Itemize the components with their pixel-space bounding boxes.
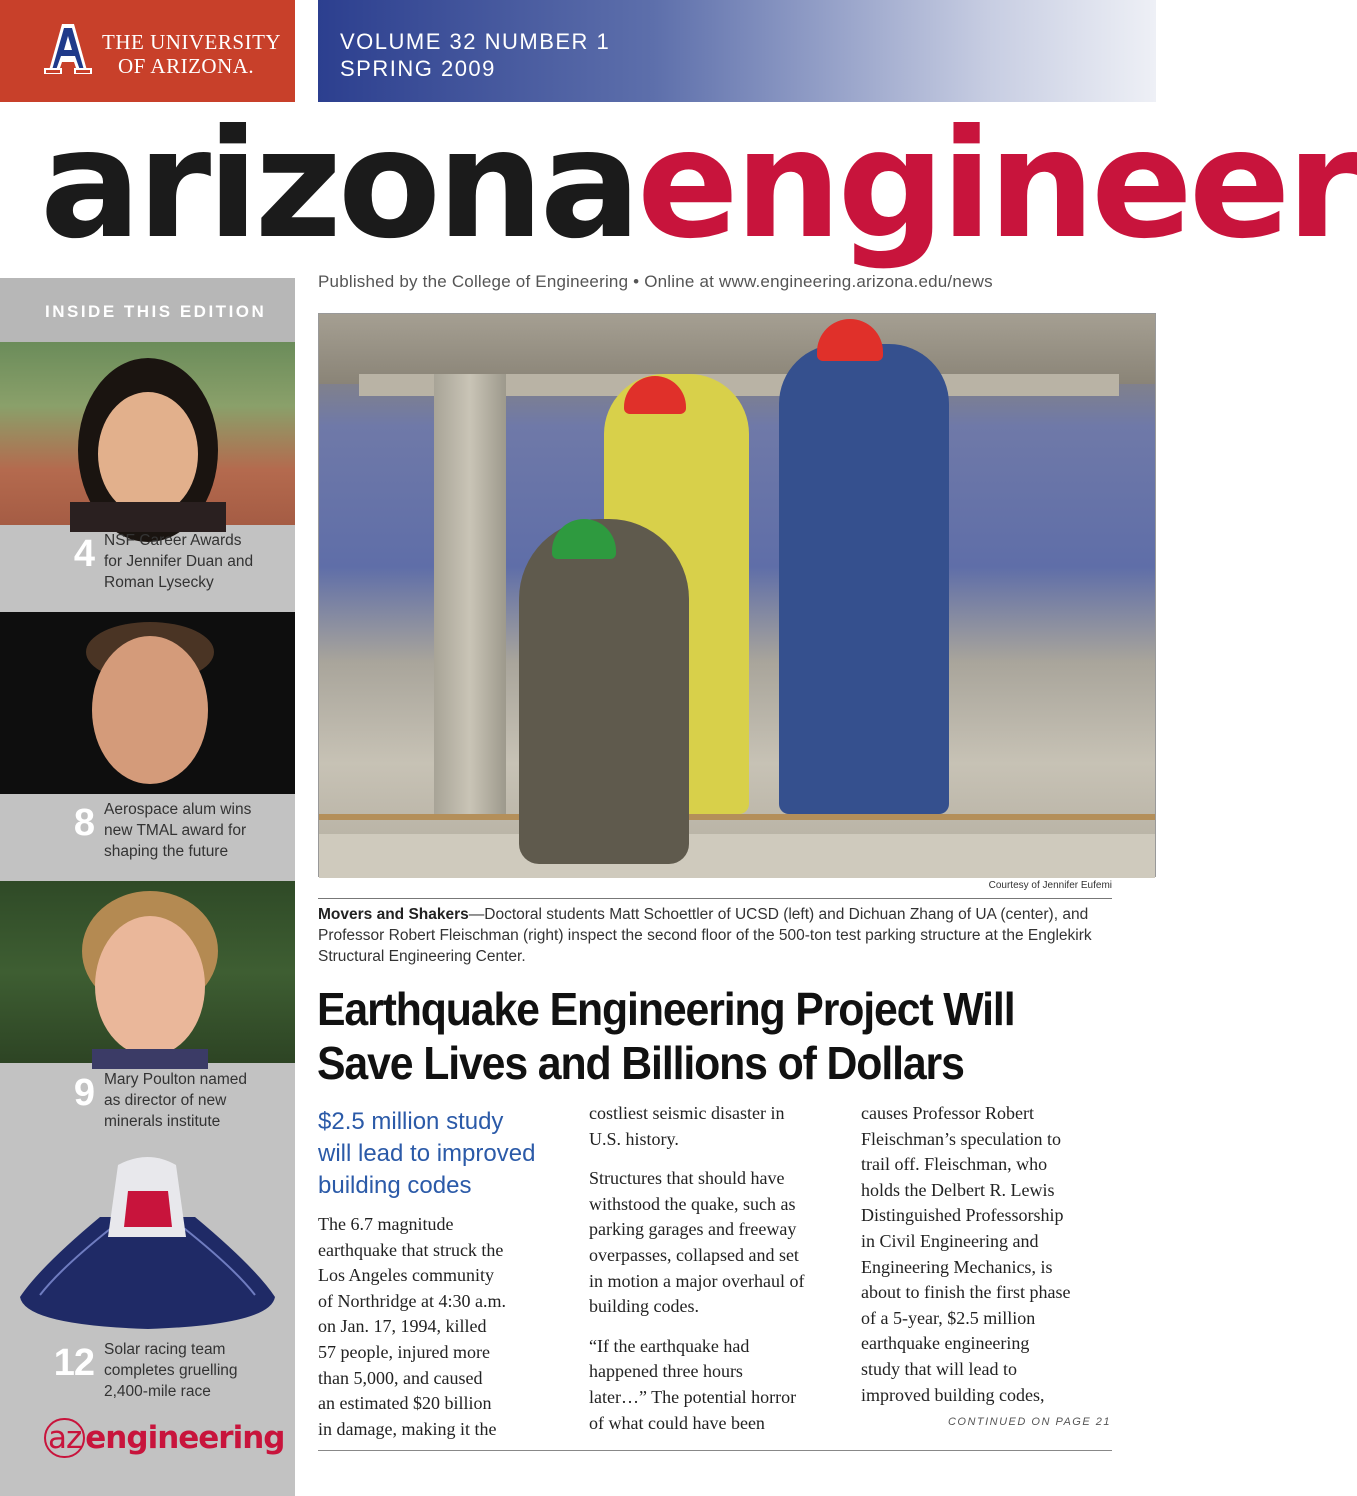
solar-car-image [0,1147,295,1332]
body-line: Engineering Mechanics, is [861,1256,1053,1277]
body-line: costliest seismic disaster in [589,1103,785,1123]
portrait-mary-poulton-image [0,881,295,1063]
caption-lead: Movers and Shakers [318,906,469,923]
az-logo-mark: az [44,1418,85,1458]
body-line: about to finish the first phase [861,1282,1071,1303]
sidebar-item-line: Roman Lysecky [104,574,214,591]
body-line: earthquake that struck the [318,1239,504,1260]
article-column-1 [318,1212,558,1442]
body-line: in damage, making it the [318,1418,497,1439]
thumbnail-aerospace-alum[interactable] [0,612,295,794]
body-line: an estimated $20 billion [318,1393,492,1414]
publisher-line: Published by the College of Engineering • Online at www.engineering.arizona.edu/news [318,272,993,291]
headline-line: Save Lives and Billions of Dollars [317,1037,964,1089]
subhead-line: building codes [318,1172,472,1199]
portrait-man-image [0,612,295,794]
sidebar-title [0,278,295,342]
caption-body: —Doctoral students Matt Schoettler of UCSD (left) and Dichuan Zhang of UA (center), and Professor Robert Fleischman (right) inspect the second floor of the 500-ton test parking structure at the Englekirk Structural Engineering Center. [318,906,1092,965]
article-column-3 [861,1101,1121,1408]
body-line: Structures that should have [589,1168,785,1189]
sidebar-item-line: minerals institute [104,1113,221,1130]
sidebar-item-line: Aerospace alum wins [104,801,252,818]
sidebar-title-text: INSIDE THIS EDITION [45,302,267,321]
sidebar-item-text [104,530,289,593]
body-line: than 5,000, and caused [318,1367,483,1388]
body-line: in Civil Engineering and [861,1230,1039,1251]
body-line: of a 5-year, $2.5 million [861,1307,1036,1328]
body-line: later…” The potential horror [589,1386,797,1407]
body-line: Fleischman’s speculation to [861,1128,1061,1149]
body-line: causes Professor Robert [861,1103,1034,1123]
body-line: The 6.7 magnitude [318,1214,454,1234]
sidebar-item-line: for Jennifer Duan and [104,553,254,570]
body-line: improved building codes, [861,1384,1045,1405]
body-line: building codes. [589,1296,699,1317]
university-name-line2: OF ARIZONA. [118,54,255,78]
body-line: of Northridge at 4:30 a.m. [318,1290,506,1311]
photo-rail-shape [319,814,1155,820]
photo-person-right [779,344,949,814]
body-line: parking garages and freeway [589,1219,797,1240]
subhead-line: $2.5 million study [318,1108,504,1135]
body-line: withstood the quake, such as [589,1193,796,1214]
cover-photo [318,313,1156,877]
body-line: Los Angeles community [318,1265,494,1286]
thumbnail-jennifer-duan[interactable] [0,342,295,525]
sidebar-item-line: as director of new [104,1092,227,1109]
sidebar-item-line: Mary Poulton named [104,1071,248,1088]
body-line: study that will lead to [861,1358,1017,1379]
photo-person-left [519,519,689,864]
body-line: earthquake engineering [861,1333,1030,1354]
issue-banner [318,0,1156,102]
sidebar-item-line: NSF Career Awards [104,532,242,549]
sidebar-item-page-number: 9 [73,1072,94,1114]
body-line: happened three hours [589,1361,743,1382]
az-logo-wordmark: engineering [85,1420,285,1456]
body-line: 57 people, injured more [318,1341,490,1362]
body-line: on Jan. 17, 1994, killed [318,1316,487,1337]
university-logo-block [0,0,295,102]
sidebar-item-text [104,799,289,862]
body-line: in motion a major overhaul of [589,1270,805,1291]
thumbnail-solar-car[interactable] [0,1147,295,1332]
masthead-engineer: engineer [636,98,1357,272]
continued-link[interactable]: CONTINUED ON PAGE 21 [947,1416,1111,1428]
sidebar-item-line: completes gruelling [104,1362,238,1379]
sidebar-item-page-number: 8 [73,802,94,844]
photo-caption [318,904,1112,967]
issue-volume: VOLUME 32 NUMBER 1 [340,29,611,54]
photo-credit: Courtesy of Jennifer Eufemi [988,880,1112,891]
masthead-arizona: arizona [40,98,637,272]
portrait-woman-image [0,342,295,525]
issue-season: SPRING 2009 [340,56,496,81]
article-subhead [318,1106,574,1202]
photo-column-shape [434,374,506,814]
body-line: trail off. Fleischman, who [861,1154,1048,1175]
body-line: U.S. history. [589,1128,679,1149]
photo-floor-shape [319,834,1155,878]
article-column-2 [589,1101,841,1436]
sidebar-item-line: shaping the future [104,843,229,860]
article-headline [317,982,1080,1090]
headline-line: Earthquake Engineering Project Will [317,983,1015,1035]
university-name [102,30,281,78]
sidebar-item-page-number: 4 [73,533,94,575]
sidebar-item-text [104,1069,289,1132]
caption-divider [318,898,1112,899]
footer-divider [318,1450,1112,1451]
body-line: holds the Delbert R. Lewis [861,1179,1055,1200]
body-line: “If the earthquake had [589,1335,750,1356]
body-line: overpasses, collapsed and set [589,1244,799,1265]
subhead-line: will lead to improved [318,1140,536,1167]
masthead-title [40,98,1357,272]
sidebar-item-page-number: 12 [53,1342,94,1384]
thumbnail-mary-poulton[interactable] [0,881,295,1063]
body-line: Distinguished Professorship [861,1205,1064,1226]
body-line: of what could have been [589,1412,765,1433]
university-name-line1: THE UNIVERSITY [102,30,282,54]
az-engineering-logo [44,1420,285,1456]
sidebar-item-line: new TMAL award for [104,822,247,839]
block-a-logo-icon [44,20,92,78]
sidebar-item-line: 2,400-mile race [104,1383,211,1400]
sidebar-item-text [104,1339,289,1402]
sidebar-item-line: Solar racing team [104,1341,226,1358]
